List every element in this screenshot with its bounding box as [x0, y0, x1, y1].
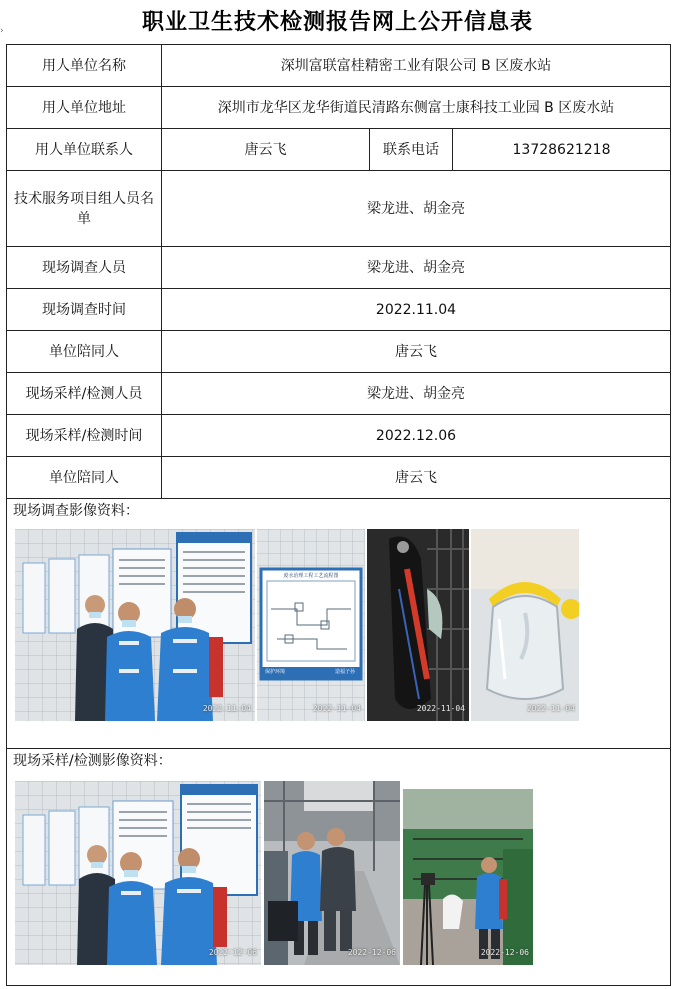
row-employer-address — [7, 87, 671, 129]
sampling-staff-label: 现场采样/检测人员 — [7, 373, 162, 415]
sampling-photo-team — [15, 781, 261, 965]
row-employer-name — [7, 45, 671, 87]
survey-time-value: 2022.11.04 — [162, 289, 671, 331]
sampling-photo-entrance-stamp: 2022-12-06 — [347, 948, 396, 957]
sampling-staff-value: 梁龙进、胡金亮 — [162, 373, 671, 415]
sampling-photo-equipment — [403, 789, 533, 965]
row-sampling-staff — [7, 373, 671, 415]
survey-photo-face-shield — [471, 529, 579, 721]
survey-photo-gloves — [367, 529, 469, 721]
flowchart-board-title: 废水治理工程工艺流程图 — [283, 573, 339, 579]
phone-value: 13728621218 — [453, 129, 671, 171]
row-sampling-escort — [7, 457, 671, 499]
page-title: 职业卫生技术检测报告网上公开信息表 — [141, 9, 533, 35]
row-survey-time — [7, 289, 671, 331]
sampling-escort-value: 唐云飞 — [162, 457, 671, 499]
team-value: 梁龙进、胡金亮 — [162, 171, 671, 247]
row-sampling-photos — [7, 749, 671, 986]
corner-mark: › — [0, 26, 4, 36]
contact-label: 用人单位联系人 — [7, 129, 162, 171]
employer-name-value: 深圳富联富桂精密工业有限公司 B 区废水站 — [162, 45, 671, 87]
sampling-photo-entrance — [264, 781, 400, 965]
info-table — [6, 44, 671, 986]
survey-staff-value: 梁龙进、胡金亮 — [162, 247, 671, 289]
survey-photo-team — [15, 529, 255, 721]
sampling-time-value: 2022.12.06 — [162, 415, 671, 457]
survey-photo-face-shield-stamp: 2022-11-04 — [526, 704, 575, 713]
row-team — [7, 171, 671, 247]
sampling-photos-cell — [7, 749, 671, 986]
survey-photo-flowchart-stamp: 2022-11-04 — [312, 704, 361, 713]
employer-address-label: 用人单位地址 — [7, 87, 162, 129]
survey-escort-value: 唐云飞 — [162, 331, 671, 373]
survey-photos-cell — [7, 499, 671, 749]
employer-address-value: 深圳市龙华区龙华街道民清路东侧富士康科技工业园 B 区废水站 — [162, 87, 671, 129]
survey-photos-heading: 现场调查影像资料： — [13, 503, 139, 519]
survey-escort-label: 单位陪同人 — [7, 331, 162, 373]
sampling-photo-team-stamp: 2022-12-06 — [208, 948, 257, 957]
survey-time-label: 现场调查时间 — [7, 289, 162, 331]
sampling-photos-heading: 现场采样/检测影像资料： — [13, 753, 172, 769]
survey-photo-gloves-stamp: 2022-11-04 — [416, 704, 465, 713]
row-sampling-time — [7, 415, 671, 457]
sampling-escort-label: 单位陪同人 — [7, 457, 162, 499]
row-contact — [7, 129, 671, 171]
row-survey-escort — [7, 331, 671, 373]
team-label: 技术服务项目组人员名单 — [7, 171, 162, 247]
flowchart-footer-left: 保护环境 — [265, 669, 286, 675]
employer-name-label: 用人单位名称 — [7, 45, 162, 87]
sampling-photo-equipment-stamp: 2022-12-06 — [480, 948, 529, 957]
flowchart-footer-right: 造福子孙 — [334, 669, 355, 675]
survey-photo-team-stamp: 2022-11-04 — [202, 704, 251, 713]
row-survey-staff — [7, 247, 671, 289]
phone-label: 联系电话 — [370, 129, 453, 171]
survey-photo-flowchart — [257, 529, 365, 721]
sampling-time-label: 现场采样/检测时间 — [7, 415, 162, 457]
survey-staff-label: 现场调查人员 — [7, 247, 162, 289]
contact-value: 唐云飞 — [162, 129, 370, 171]
row-survey-photos — [7, 499, 671, 749]
